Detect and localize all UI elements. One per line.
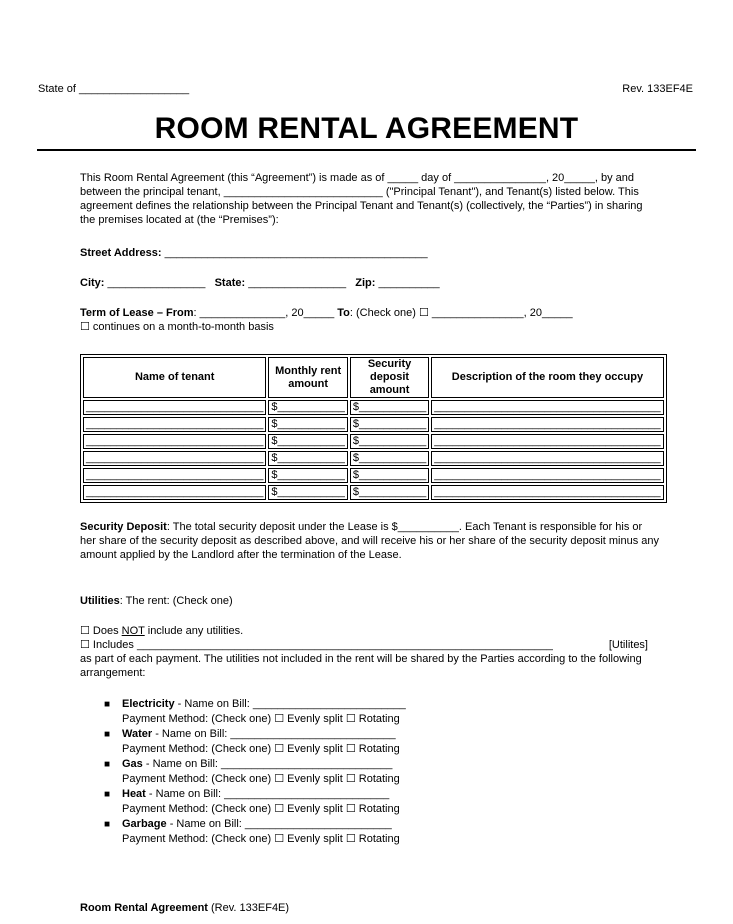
security-deposit-paragraph — [80, 520, 660, 562]
payment-method: Payment Method: (Check one) ☐ Evenly split ☐ Rotating — [122, 713, 400, 725]
description-cell: _____________________________________ — [431, 485, 663, 500]
rent-cell: $___________ — [268, 485, 347, 500]
not-word: NOT — [121, 625, 145, 637]
header-security-deposit: Security deposit amount — [350, 357, 429, 398]
term-line — [80, 306, 660, 320]
table-row — [83, 400, 664, 415]
bill-name: Water — [122, 728, 153, 740]
state-blank: ________________ — [245, 277, 347, 289]
city-label: City: — [80, 277, 105, 289]
bill-name-on-bill: - Name on Bill: ___________________________ — [145, 788, 390, 800]
list-item — [104, 817, 504, 847]
bullet-icon: ■ — [104, 729, 111, 740]
footer-title: Room Rental Agreement — [80, 902, 208, 914]
state-label: State: — [214, 277, 246, 289]
bullet-icon: ■ — [104, 759, 111, 770]
header-room-description: Description of the room they occupy — [431, 357, 663, 398]
deposit-cell: $___________ — [350, 417, 429, 432]
not-included-pre: ☐ Does — [80, 625, 122, 637]
table-row — [83, 468, 664, 483]
rent-cell: $___________ — [268, 468, 347, 483]
bill-name: Heat — [122, 788, 146, 800]
street-address-label: Street Address: — [80, 247, 162, 259]
zip-blank: __________ — [375, 277, 440, 289]
utilities-arrangement-text: as part of each payment. The utilities not included in the rent will be shared by the Parties according to the following arrangement: — [80, 653, 642, 679]
tenant-name-cell: _____________________________ — [83, 434, 266, 449]
footer-rev: (Rev. 133EF4E) — [207, 902, 290, 914]
utilities-heading — [80, 594, 660, 608]
utilities-text: : The rent: (Check one) — [119, 595, 233, 607]
document-title: ROOM RENTAL AGREEMENT — [154, 112, 579, 145]
security-deposit-text: : The total security deposit under the Lease is $__________. Each Tenant is responsible for his or her share of the security deposit as described above, and will receive his or her share of the security deposit minus any amount applied by the Landlord after the termination of the Lease. — [80, 521, 660, 561]
bullet-icon: ■ — [104, 699, 111, 710]
term-to-text: : (Check one) ☐ _______________, 20_____ — [349, 307, 573, 319]
payment-method: Payment Method: (Check one) ☐ Evenly split ☐ Rotating — [122, 773, 400, 785]
description-cell: _____________________________________ — [431, 468, 663, 483]
bill-name-on-bill: - Name on Bill: ________________________ — [166, 818, 392, 830]
tenant-name-cell: _____________________________ — [83, 485, 266, 500]
deposit-cell: $___________ — [350, 434, 429, 449]
table-row — [83, 485, 664, 500]
table-row — [83, 417, 664, 432]
intro-paragraph: This Room Rental Agreement (this “Agreement”) is made as of _____ day of _______________, 20_____, by and between the principal tenant, __________________________ ("Principal Tenant"), and Tenant(s) listed below. This agreement defines the relationship between the Principal Tenant and Tenant(s) (collectively, the “Parties”) in sharing the premises located at (the “Premises”): — [80, 172, 643, 226]
state-of-line: State of __________________ — [38, 83, 190, 95]
description-cell: _____________________________________ — [431, 451, 663, 466]
list-item — [104, 757, 504, 787]
table-row — [83, 451, 664, 466]
security-deposit-label: Security Deposit — [80, 521, 167, 533]
bullet-icon: ■ — [104, 819, 111, 830]
rent-cell: $___________ — [268, 400, 347, 415]
description-cell: _____________________________________ — [431, 400, 663, 415]
deposit-cell: $___________ — [350, 468, 429, 483]
deposit-cell: $___________ — [350, 451, 429, 466]
utilities-includes-option — [80, 638, 648, 652]
term-of-lease — [80, 306, 660, 334]
includes-blank: ☐ Includes ____________________________________________________________________ — [80, 639, 553, 651]
rent-cell: $___________ — [268, 417, 347, 432]
city-state-zip-line — [80, 276, 660, 290]
utility-bills-list — [104, 697, 504, 847]
deposit-cell: $___________ — [350, 400, 429, 415]
zip-label: Zip: — [355, 277, 376, 289]
deposit-cell: $___________ — [350, 485, 429, 500]
rent-cell: $___________ — [268, 434, 347, 449]
tenant-name-cell: _____________________________ — [83, 400, 266, 415]
term-from-text: : ______________, 20_____ — [193, 307, 338, 319]
title-divider — [37, 149, 696, 151]
list-item — [104, 697, 504, 727]
bill-name-on-bill: - Name on Bill: _________________________ — [174, 698, 406, 710]
list-item — [104, 727, 504, 757]
bill-name: Gas — [122, 758, 143, 770]
table-row — [83, 434, 664, 449]
utilites-tag: [Utilites] — [608, 639, 648, 651]
tenant-name-cell: _____________________________ — [83, 468, 266, 483]
bill-name: Garbage — [122, 818, 167, 830]
bill-name-on-bill: - Name on Bill: ____________________________ — [142, 758, 393, 770]
bill-name: Electricity — [122, 698, 175, 710]
payment-method: Payment Method: (Check one) ☐ Evenly split ☐ Rotating — [122, 833, 400, 845]
list-item — [104, 787, 504, 817]
payment-method: Payment Method: (Check one) ☐ Evenly split ☐ Rotating — [122, 803, 400, 815]
header-name-of-tenant: Name of tenant — [83, 357, 266, 398]
bill-name-on-bill: - Name on Bill: ___________________________ — [152, 728, 396, 740]
tenant-table — [80, 354, 667, 503]
utilities-options — [80, 624, 648, 680]
bullet-icon: ■ — [104, 789, 111, 800]
tenant-name-cell: _____________________________ — [83, 451, 266, 466]
description-cell: _____________________________________ — [431, 417, 663, 432]
description-cell: _____________________________________ — [431, 434, 663, 449]
term-label: Term of Lease – From — [80, 307, 194, 319]
revision-label: Rev. 133EF4E — [622, 83, 693, 95]
city-blank: ________________ — [104, 277, 206, 289]
footer — [80, 901, 660, 915]
not-included-post: include any utilities. — [144, 625, 244, 637]
payment-method: Payment Method: (Check one) ☐ Evenly split ☐ Rotating — [122, 743, 400, 755]
tenant-name-cell: _____________________________ — [83, 417, 266, 432]
rent-cell: $___________ — [268, 451, 347, 466]
utilities-label: Utilities — [80, 595, 120, 607]
header-monthly-rent: Monthly rent amount — [268, 357, 347, 398]
table-header-row — [83, 357, 664, 398]
utilities-not-included-option — [80, 624, 648, 638]
month-to-month-option: ☐ continues on a month-to-month basis — [80, 321, 274, 333]
street-address-line — [80, 246, 660, 260]
street-address-blank: ___________________________________________ — [161, 247, 428, 259]
term-to-label: To — [337, 307, 350, 319]
